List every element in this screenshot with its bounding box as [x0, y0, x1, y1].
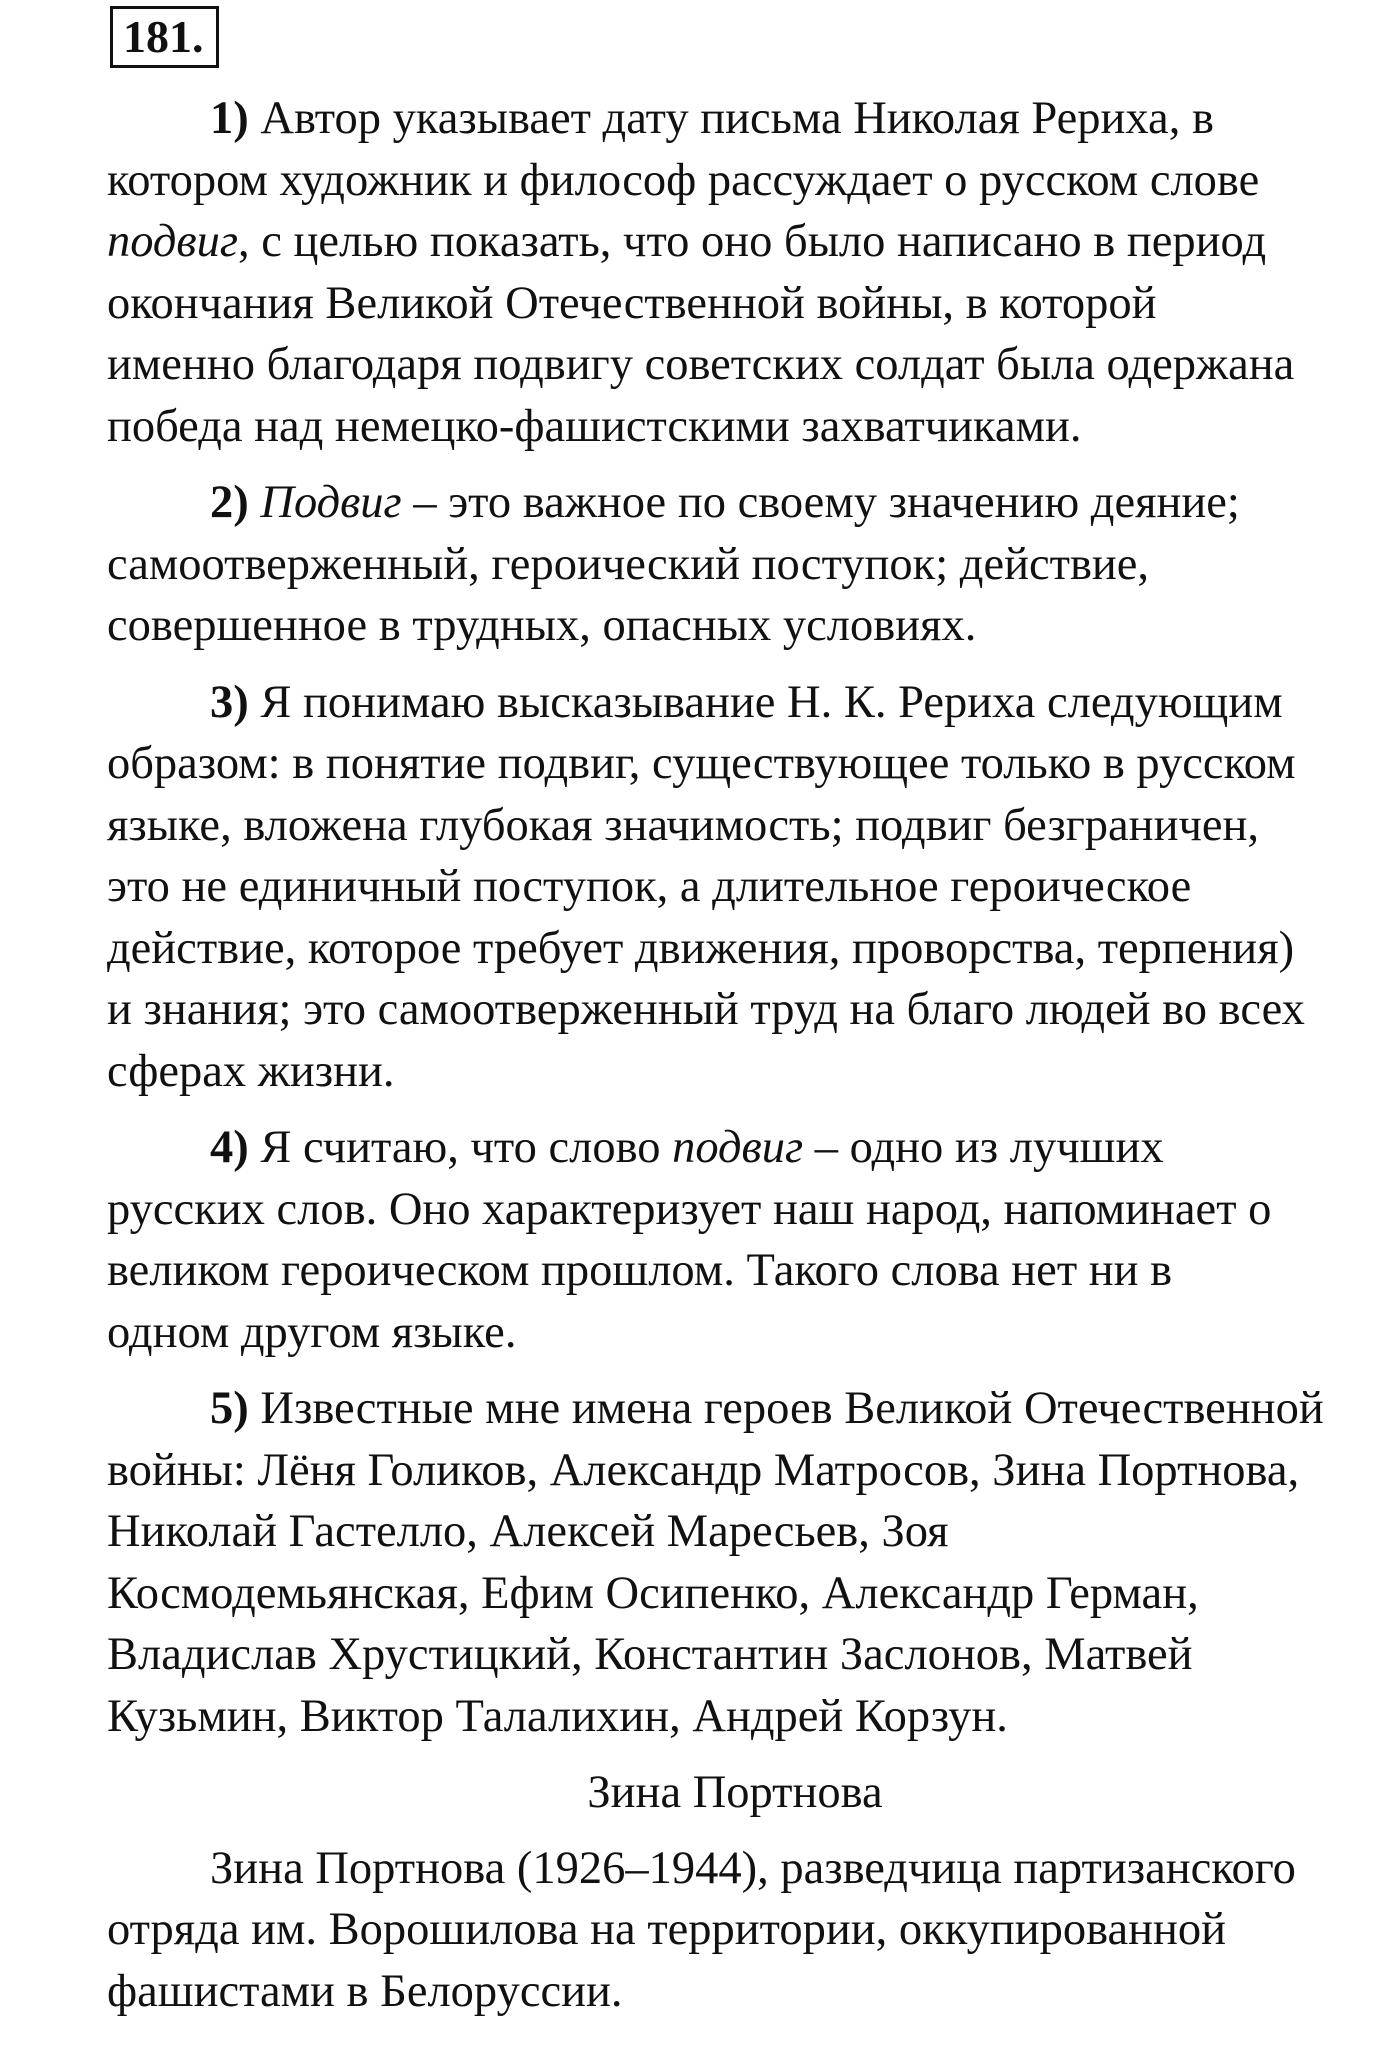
text-line: [4, 918, 1396, 980]
text-segment: языке, вложена глубокая значимость; подвиг безграничен,: [107, 799, 1259, 851]
text-line: [4, 1563, 1396, 1625]
text-line: [4, 273, 1396, 335]
text-segment: котором художник и философ рассуждает о русском слове: [107, 154, 1260, 206]
text-line: [4, 88, 1396, 150]
text-segment: , с целью показать, что оно было написано в период: [238, 216, 1267, 267]
text-segment: и знания; это самоотверженный труд на благо людей во всех: [107, 984, 1305, 1035]
text-line: [4, 733, 1396, 795]
text-line: [4, 979, 1396, 1041]
answer-number: 3): [210, 676, 249, 728]
text-line: [4, 396, 1396, 458]
text-line: [4, 1440, 1396, 1502]
text-segment: Я считаю, что слово: [260, 1122, 673, 1173]
text-segment: Владислав Хрустицкий, Константин Заслонов, Матвей: [107, 1629, 1193, 1680]
italic-term: Подвиг: [260, 477, 402, 528]
answer-paragraph-5: [4, 1378, 1396, 1747]
text-segment: войны: Лёня Голиков, Александр Матросов, Зина Портнова,: [107, 1444, 1300, 1496]
text-line: [4, 334, 1396, 396]
text-segment: великом героическом прошлом. Такого слова нет ни в: [107, 1245, 1173, 1296]
task-number: 181.: [110, 6, 219, 68]
text-line: фашистами в Белоруссии.: [107, 1965, 623, 2017]
text-line: [4, 1624, 1396, 1686]
text-segment: окончания Великой Отечественной войны, в которой: [107, 277, 1157, 329]
text-line: [4, 1041, 1396, 1103]
text-segment: Я понимаю высказывание Н. К. Рериха следующим: [260, 676, 1283, 728]
text-line: [4, 1240, 1396, 1302]
text-line: [4, 595, 1396, 657]
text-segment: именно благодаря подвигу советских солдат была одержана: [107, 339, 1295, 390]
text-segment: Кузьмин, Виктор Талалихин, Андрей Корзун.: [107, 1690, 1008, 1742]
text-line: [4, 1501, 1396, 1563]
answer-number: 4): [210, 1122, 249, 1173]
text-line: [4, 534, 1396, 596]
text-segment: это не единичный поступок, а длительное героическое: [107, 861, 1192, 912]
text-line: [4, 795, 1396, 857]
text-line: [4, 1117, 1396, 1179]
text-line: [4, 1302, 1396, 1364]
text-segment: сферах жизни.: [107, 1045, 395, 1097]
italic-term: подвиг: [672, 1122, 804, 1173]
text-segment: действие, которое требует движения, проворства, терпения): [107, 922, 1295, 974]
text-line: [4, 856, 1396, 918]
text-line: Зина Портнова (1926–1944), разведчица партизанского: [210, 1842, 1296, 1894]
answer-number: 2): [210, 477, 249, 528]
text-segment: образом: в понятие подвиг, существующее только в русском: [107, 738, 1296, 789]
text-segment: Космодемьянская, Ефим Осипенко, Александр Герман,: [107, 1567, 1199, 1619]
text-segment: русских слов. Оно характеризует наш народ, напоминает о: [107, 1183, 1272, 1235]
text-segment: Автор указывает дату письма Николая Рериха, в: [260, 93, 1214, 144]
text-segment: Николай Гастелло, Алексей Маресьев, Зоя: [107, 1506, 949, 1557]
text-line: [4, 672, 1396, 734]
text-line: [4, 472, 1396, 534]
answer-text: [4, 88, 1396, 2037]
essay-paragraph: [4, 1838, 1396, 2023]
answer-paragraph-2: [4, 472, 1396, 657]
text-line: отряда им. Ворошилова на территории, оккупированной: [107, 1904, 1227, 1955]
answer-paragraph-3: [4, 672, 1396, 1103]
text-segment: одном другом языке.: [107, 1306, 517, 1358]
answer-number: 5): [210, 1383, 249, 1434]
text-line: [4, 211, 1396, 273]
essay-heading: Зина Портнова: [587, 1767, 883, 1818]
answer-paragraph-4: [4, 1117, 1396, 1363]
italic-term: подвиг: [107, 216, 238, 267]
text-line: [4, 1378, 1396, 1440]
text-line: [4, 1686, 1396, 1748]
answer-number: 1): [210, 93, 249, 144]
text-line: [4, 150, 1396, 212]
text-segment: – это важное по своему значению деяние;: [401, 477, 1240, 528]
text-segment: Известные мне имена героев Великой Отечественной: [260, 1383, 1324, 1434]
answer-paragraph-1: [4, 88, 1396, 457]
text-line: [4, 1179, 1396, 1241]
text-segment: победа над немецко-фашистскими захватчиками.: [107, 400, 1082, 452]
text-segment: самоотверженный, героический поступок; действие,: [107, 538, 1150, 590]
text-segment: совершенное в трудных, опасных условиях.: [107, 600, 977, 651]
text-segment: – одно из лучших: [803, 1122, 1164, 1173]
